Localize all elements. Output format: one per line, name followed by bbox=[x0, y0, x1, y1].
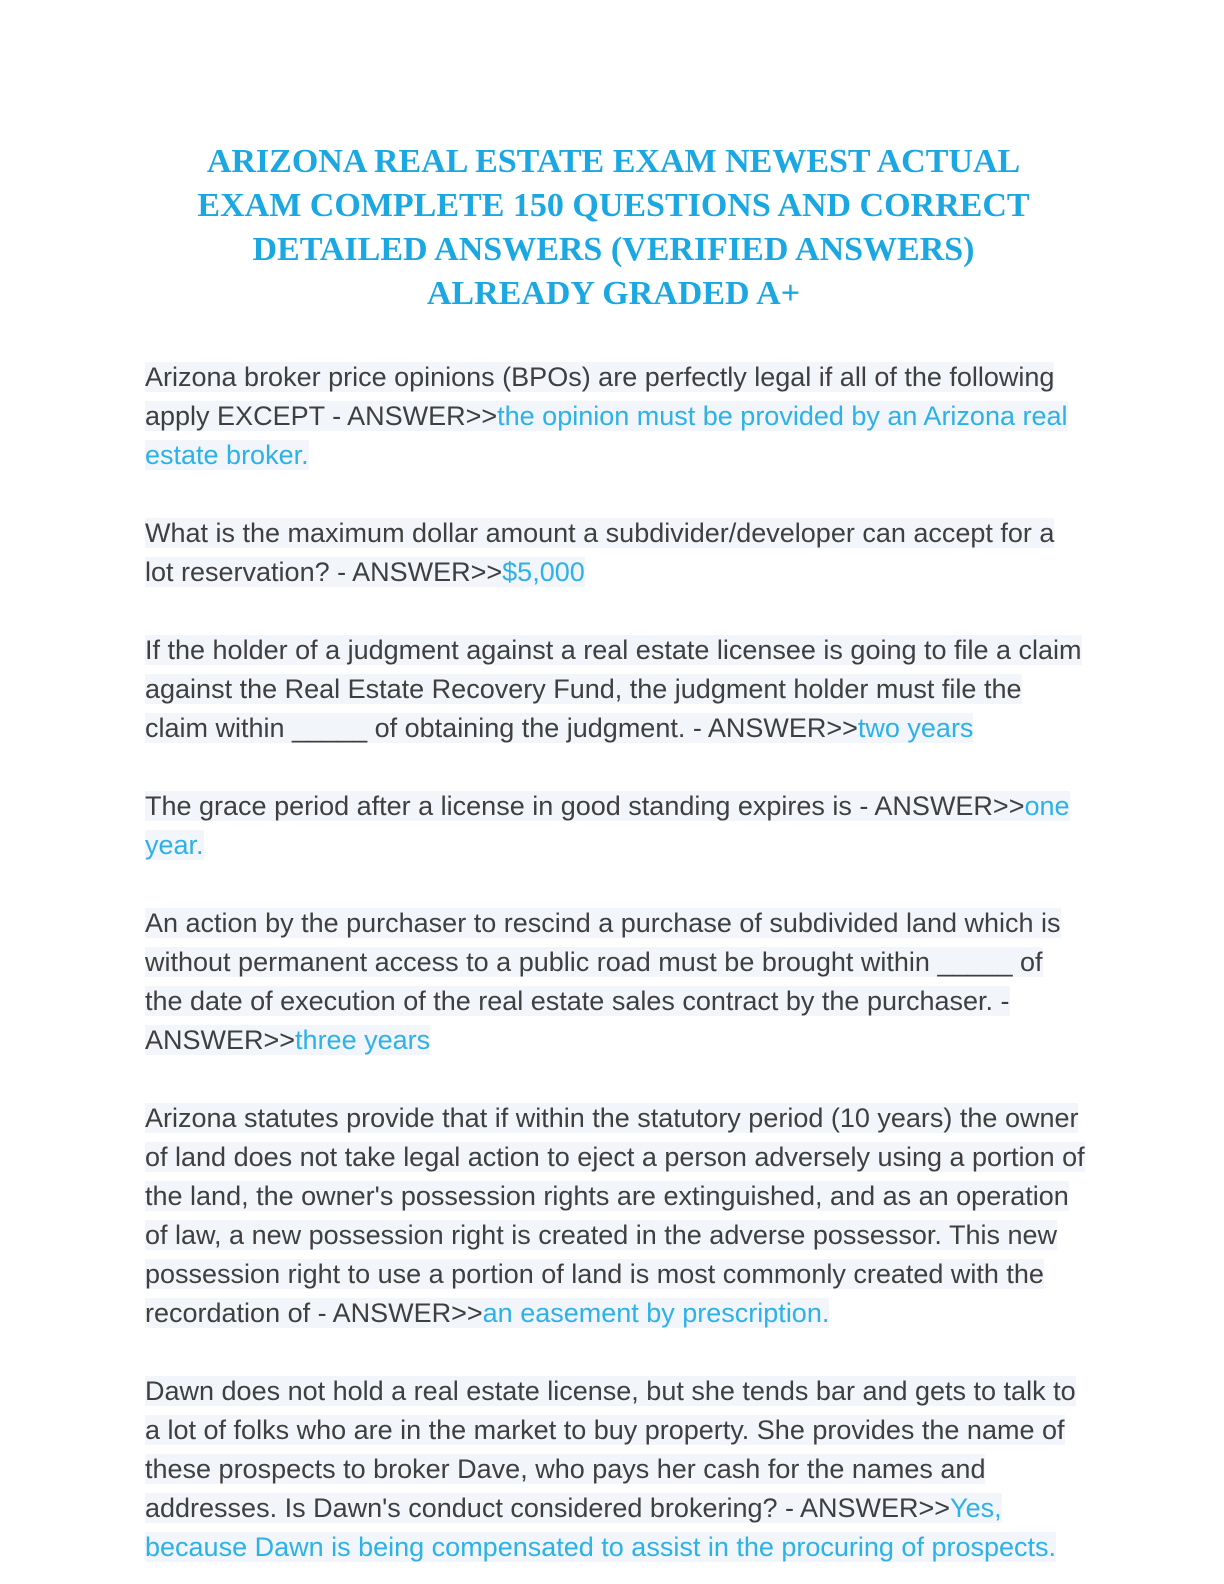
question-text: An action by the purchaser to rescind a purchase of subdivided land which is without permanent access to a public road must be brought within _____ of the date of execution of the real estate sales contract by the purchaser. - ANSWER>> bbox=[145, 908, 1061, 1055]
answer-text: the opinion must be provided by an Arizona real estate broker. bbox=[145, 401, 1068, 470]
question-text: If the holder of a judgment against a real estate licensee is going to file a claim against the Real Estate Recovery Fund, the judgment holder must file the claim within _____ of obtaining the judgment. - ANSWER>> bbox=[145, 635, 1082, 743]
question-text: Dawn does not hold a real estate license, but she tends bar and gets to talk to a lot of folks who are in the market to buy property. She provides the name of these prospects to broker Dave, who pays her cash for the names and addresses. Is Dawn's conduct considered brokering? - ANSWER>> bbox=[145, 1376, 1076, 1523]
qa-paragraph bbox=[145, 1099, 1085, 1333]
qa-paragraph bbox=[145, 1372, 1085, 1567]
qa-paragraph bbox=[145, 787, 1085, 865]
qa-paragraph bbox=[145, 358, 1085, 475]
answer-text: one year. bbox=[145, 791, 1070, 860]
answer-text: Yes, because Dawn is being compensated to assist in the procuring of prospects. bbox=[145, 1493, 1057, 1562]
qa-paragraph bbox=[145, 631, 1085, 748]
title-line: DETAILED ANSWERS (VERIFIED ANSWERS) bbox=[252, 231, 975, 268]
question-text: Arizona statutes provide that if within the statutory period (10 years) the owner of land does not take legal action to eject a person adversely using a portion of the land, the owner's possession rights are extinguished, and as an operation of law, a new possession right is created in the adverse possessor. This new possession right to use a portion of land is most commonly created with the recordation of - ANSWER>> bbox=[145, 1103, 1085, 1328]
answer-text: three years bbox=[295, 1025, 431, 1055]
page-title bbox=[145, 140, 1082, 316]
answer-text: $5,000 bbox=[502, 557, 585, 587]
title-line: ARIZONA REAL ESTATE EXAM NEWEST ACTUAL bbox=[206, 143, 1021, 180]
question-text: The grace period after a license in good standing expires is - ANSWER>> bbox=[145, 791, 1025, 821]
qa-list bbox=[145, 358, 1085, 1567]
qa-paragraph bbox=[145, 514, 1085, 592]
title-line: EXAM COMPLETE 150 QUESTIONS AND CORRECT bbox=[197, 187, 1030, 224]
title-line: ALREADY GRADED A+ bbox=[426, 275, 801, 312]
qa-paragraph bbox=[145, 904, 1085, 1060]
question-text: What is the maximum dollar amount a subdivider/developer can accept for a lot reservation? - ANSWER>> bbox=[145, 518, 1055, 587]
question-text: Arizona broker price opinions (BPOs) are perfectly legal if all of the following apply EXCEPT - ANSWER>> bbox=[145, 362, 1055, 431]
answer-text: an easement by prescription. bbox=[482, 1298, 830, 1328]
answer-text: two years bbox=[857, 713, 974, 743]
